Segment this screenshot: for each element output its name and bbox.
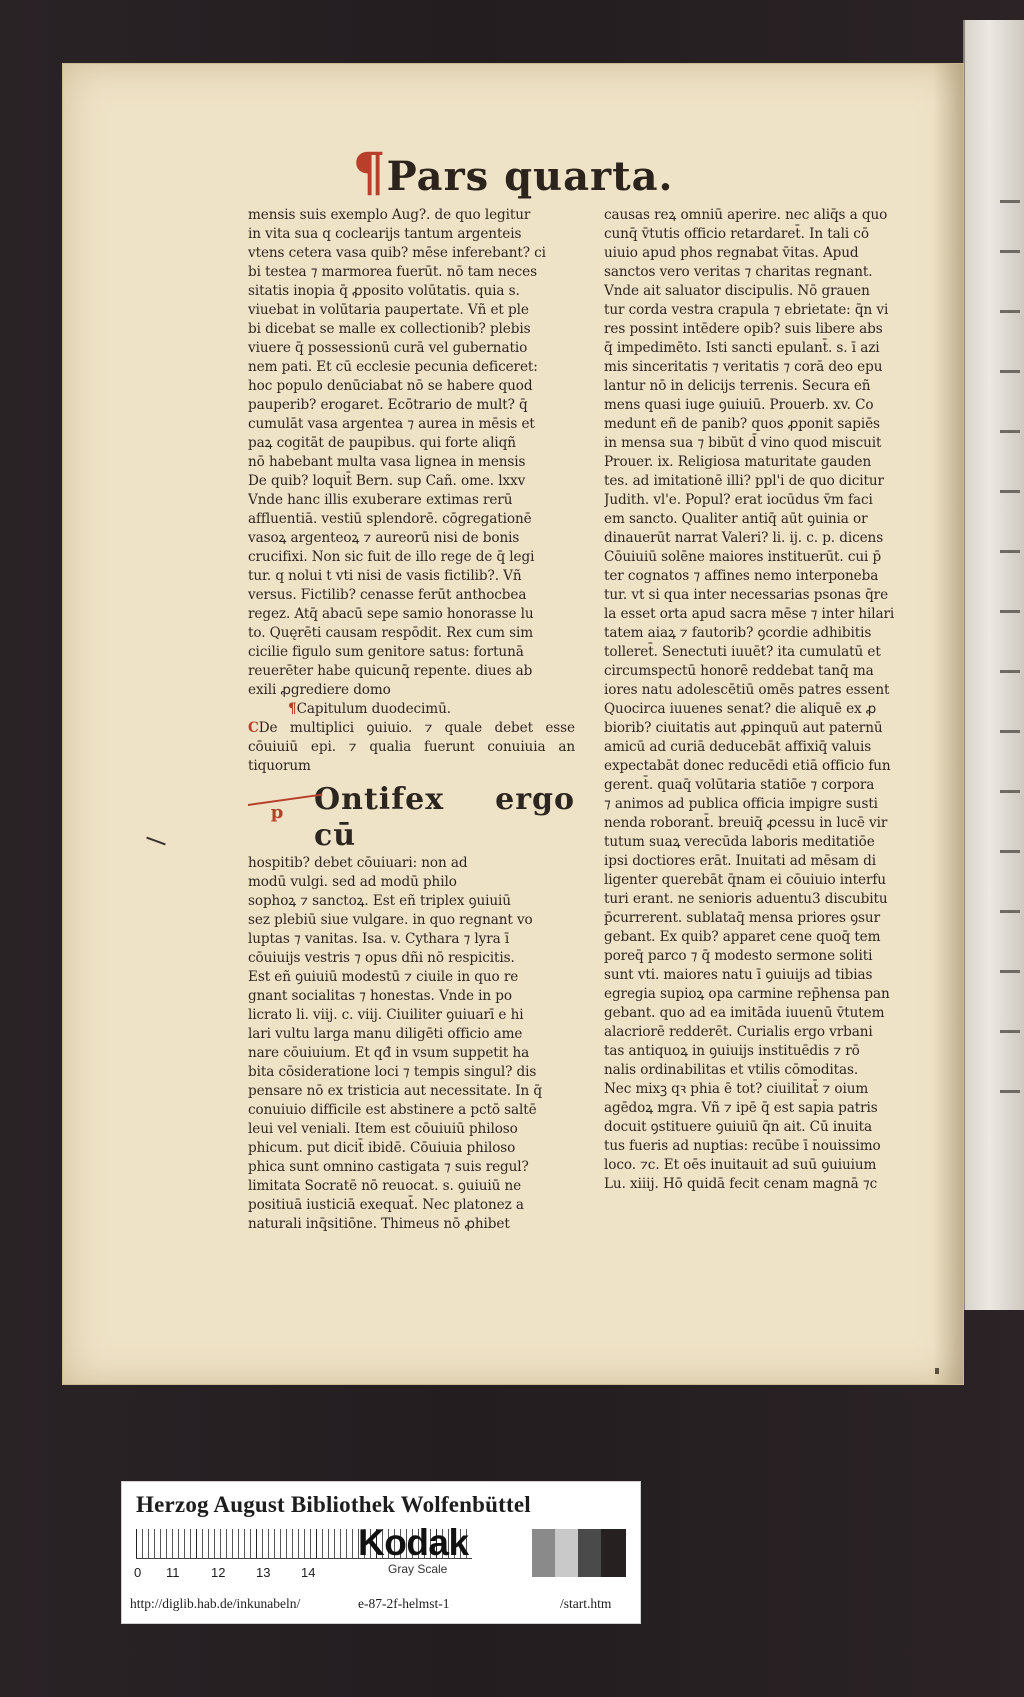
text-line: hospitib? debet cōuiuari: non ad bbox=[248, 855, 468, 871]
text-line: tutum suaꝝ verecūda laboris meditatiōe bbox=[604, 834, 875, 850]
text-line: tes. ad imitationē illi? ppl'i de quo dicitur bbox=[604, 473, 884, 489]
text-line: ter cognatos ⁊ affines nemo interponeba bbox=[604, 568, 879, 584]
color-target-card bbox=[121, 1481, 641, 1624]
text-line: Est eñ ꝯuiuiū modestū ⁊ ciuile in quo re bbox=[248, 969, 519, 985]
text-line: res possint intēdere opib? suis libere abs bbox=[604, 321, 883, 337]
text-line: circumspectū honorē reddebat tanq̄ ma bbox=[604, 663, 874, 679]
text-line: sophoꝝ ⁊ sanctoꝝ. Est eñ triplex ꝯuiuiū bbox=[248, 893, 511, 909]
text-line: crucifixi. Non sic fuit de illo rege de q̄ legi bbox=[248, 549, 535, 565]
initial-letter: p bbox=[270, 802, 284, 823]
text-line: nalis ordinabilitas et vtilis cōmoditas. bbox=[604, 1062, 859, 1078]
text-line: gerent̄. quaq̄ volūtaria statiōe ⁊ corpora bbox=[604, 777, 875, 793]
text-line: gebant. quo ad ea imitāda iuuenū v̄tutem bbox=[604, 1005, 885, 1021]
text-line: agēdoꝝ mgra. Vñ ⁊ ipē q̄ est sapia patris bbox=[604, 1100, 878, 1116]
text-line: Vnde ait saluator discipulis. Nō grauen bbox=[604, 283, 870, 299]
text-line: sez plebiū siue vulgare. in quo regnant vo bbox=[248, 912, 533, 928]
ink-speck bbox=[935, 1368, 939, 1374]
kodak-brand: Kodak bbox=[358, 1522, 469, 1563]
text-line: loco. ⁊c. Et oēs inuitauit ad suū ꝯuiuium bbox=[604, 1157, 877, 1173]
text-line: turi erant. ne senioris aduentu3 discubitu bbox=[604, 891, 888, 907]
text-line: vasoꝝ argenteoꝝ ⁊ aureorū nisi de bonis bbox=[248, 530, 520, 546]
text-line: em sancto. Qualiter antiq̄ aūt ꝯuinia or bbox=[604, 511, 868, 527]
text-line: nō habebant multa vasa lignea in mensis bbox=[248, 454, 526, 470]
text-line: licrato li. viij. c. viij. Ciuiliter ꝯuiuarī e hi bbox=[248, 1007, 524, 1023]
text-line: regez. Atq̄ abacū sepe samio honorasse lu bbox=[248, 606, 534, 622]
text-line: cōuiuijs vestris ⁊ opus dñi nō respicitis. bbox=[248, 950, 515, 966]
text-line: docuit ꝯstituere ꝯuiuiū q̄n ait. Cū inuita bbox=[604, 1119, 873, 1135]
text-line: tur. q nolui t vti nisi de vasis fictilib?. Vñ bbox=[248, 568, 522, 584]
text-line: Cōuiuiū solēne maiores instituerūt. cui p̄ bbox=[604, 549, 882, 565]
text-line: conuiuio difficile est abstinere a pctō saltē bbox=[248, 1102, 537, 1118]
text-line: p̄currerent. sublataq̄ mensa priores ꝯsur bbox=[604, 910, 880, 926]
url-base: http://diglib.hab.de/inkunabeln/ bbox=[130, 1596, 301, 1611]
text-line: naturali inq̄sitiōne. Thimeus nō ꝓhibet bbox=[248, 1216, 510, 1232]
text-line: nenda roborant̄. breuiq̄ ꝓcessu in lucē vir bbox=[604, 815, 888, 831]
library-name: Herzog August Bibliothek Wolfenbüttel bbox=[136, 1492, 531, 1517]
text-line: lari vultu larga manu diligēti officio ame bbox=[248, 1026, 523, 1042]
text-line: alacriorē redderēt. Curialis ergo vrbani bbox=[604, 1024, 873, 1040]
text-line: pensare nō ex tristicia aut necessitate. In q̄ bbox=[248, 1083, 542, 1099]
left-text-column bbox=[248, 206, 575, 1286]
page-heading: ¶Pars quarta. bbox=[352, 142, 674, 203]
text-line: dinauerūt narrat Valeri? li. ij. c. p. dicens bbox=[604, 530, 884, 546]
gray-swatches bbox=[532, 1529, 626, 1577]
text-line: De quib? loquit̄ Bern. sup Cañ. ome. lxxv bbox=[248, 473, 526, 489]
text-line: positiuā iusticiā exequat̄. Nec platonez a bbox=[248, 1197, 524, 1213]
text-line: bita cōsideratione loci ⁊ tempis singul? dis bbox=[248, 1064, 537, 1080]
url-end: /start.htm bbox=[560, 1596, 612, 1611]
text-line: expectabāt donec reducēdi etiā officio fun bbox=[604, 758, 891, 774]
chapter-description: CDe multiplici ꝯuiuio. ⁊ quale debet esse cōuiuiū epi. ⁊ qualia fuerunt conuiuia an tiquorum bbox=[248, 720, 575, 774]
text-line: amicū ad curiā deducebāt affixiq̄ valuis bbox=[604, 739, 872, 755]
text-line: gebant. Ex quib? apparet cene quoq̄ tem bbox=[604, 929, 881, 945]
text-line: cumulāt vasa argentea ⁊ aurea in mēsis et bbox=[248, 416, 535, 432]
text-line: in mensa sua ⁊ bibūt d̄ vino quod miscuit bbox=[604, 435, 882, 451]
text-line: paꝝ cogitāt de paupibus. qui forte aliqñ bbox=[248, 435, 516, 451]
rubric-paragraph-mark: ¶ bbox=[352, 142, 387, 203]
text-line: tas antiquoꝝ in ꝯuiuijs instituēdis ⁊ rō bbox=[604, 1043, 860, 1059]
text-line: cicilie figulo sum genitore satus: fortunā bbox=[248, 644, 524, 660]
text-line: ligenter querebāt q̄nam ei cōuiuio interfu bbox=[604, 872, 886, 888]
text-line: tolleret̄. Senectuti iuuēt? ita cumulatū et bbox=[604, 644, 881, 660]
text-line: cunq̄ v̄tutis officio retardaret̄. In tali cō bbox=[604, 226, 869, 242]
text-line: modū vulgi. sed ad modū philo bbox=[248, 874, 457, 890]
text-line: hoc populo denūciabat nō se habere quod bbox=[248, 378, 533, 394]
incipit-text: Ontifex ergo cū bbox=[314, 782, 575, 853]
text-line: vtens cetera vasa quib? mēse inferebant? ci bbox=[248, 245, 546, 261]
chapter-incipit bbox=[248, 782, 575, 1234]
text-line: ipsi doctiores erāt. Inuitati ad mēsam di bbox=[604, 853, 877, 869]
text-line: to. Quęrēti causam respōdit. Rex cum sim bbox=[248, 625, 534, 641]
text-line: medunt eñ de panib? quos ꝓponit sapiēs bbox=[604, 416, 880, 432]
text-line: ⁊ animos ad publica officia impigre susti bbox=[604, 796, 878, 812]
text-line: sanctos vero veritas ⁊ charitas regnant. bbox=[604, 264, 873, 280]
text-line: in vita sua q coclearijs tantum argenteis bbox=[248, 226, 522, 242]
ruler-number: 14 bbox=[301, 1565, 316, 1580]
text-line: affluentiā. vestiū splendorē. cōgregationē bbox=[248, 511, 532, 527]
text-line: luptas ⁊ vanitas. Isa. v. Cythara ⁊ lyra ī bbox=[248, 931, 510, 947]
text-line: viuebat in volūtaria paupertate. Vñ et ple bbox=[248, 302, 529, 318]
text-line: leui vel veniali. Item est cōuiuiū philoso bbox=[248, 1121, 518, 1137]
text-line: egregia supioꝝ opa carmine rep̄hensa pan bbox=[604, 986, 890, 1002]
text-line: tatem aiaꝝ ⁊ fautorib? ꝯcordie adhibitis bbox=[604, 625, 872, 641]
chapter-heading: ¶Capitulum duodecimū. bbox=[288, 701, 451, 717]
ruler-number: 12 bbox=[211, 1565, 226, 1580]
right-text-column bbox=[604, 206, 931, 1286]
text-line: limitata Socratē nō reuocat. s. ꝯuiuiū ne bbox=[248, 1178, 522, 1194]
text-line: Vnde hanc illis exuberare extimas rerū bbox=[248, 492, 513, 508]
text-line: Quocirca iuuenes senat? die aliquē ex ꝓ bbox=[604, 701, 877, 717]
text-line: causas reꝝ omniū aperire. nec aliq̄s a quo bbox=[604, 207, 888, 223]
gray-scale-label: Gray Scale bbox=[388, 1562, 448, 1576]
text-line: Nec mixꝫ qꝛ phia ē tot? ciuilitat̄ ⁊ oium bbox=[604, 1081, 869, 1097]
text-line: q̄ impedimēto. Isti sancti epulant̄. s. ī azi bbox=[604, 340, 880, 356]
text-line: nare cōuiuium. Et qđ in vsum suppetit ha bbox=[248, 1045, 530, 1061]
text-line: poreq̄ parco ⁊ q̄ modesto sermone soliti bbox=[604, 948, 873, 964]
text-line: mens quasi iuge ꝯuiuiū. Prouerb. xv. Co bbox=[604, 397, 874, 413]
text-line: uiuio apud phos regnabat v̄itas. Apud bbox=[604, 245, 859, 261]
text-line: Lu. xiiij. Hō quidā fecit cenam magnā ⁊c bbox=[604, 1176, 878, 1192]
text-line: reuerēter habe quicunq̄ repente. diues ab bbox=[248, 663, 533, 679]
text-line: nem pati. Et cū ecclesie pecunia deficeret: bbox=[248, 359, 538, 375]
text-line: versus. Fictilib? cenasse ferūt anthocbea bbox=[248, 587, 527, 603]
text-line: exili ꝓgrediere domo bbox=[248, 682, 391, 698]
ruler-number: 11 bbox=[166, 1565, 180, 1580]
text-line: mensis suis exemplo Aug?. de quo legitur bbox=[248, 207, 531, 223]
adjacent-page-edge bbox=[963, 20, 1024, 1310]
text-line: la esset orta apud sacra mēse ⁊ inter hilari bbox=[604, 606, 895, 622]
text-line: gnant socialitas ⁊ honestas. Vnde in po bbox=[248, 988, 512, 1004]
text-line: pauperib? erogaret. Ecōtrario de mult? q̄ bbox=[248, 397, 528, 413]
text-line: sitatis inopia q̄ ꝓposito volūtatis. quia s. bbox=[248, 283, 520, 299]
text-line: phica sunt omnino castigata ⁊ suis regul? bbox=[248, 1159, 529, 1175]
url-id: e-87-2f-helmst-1 bbox=[358, 1596, 450, 1611]
text-line: sunt vti. maiores natu ī ꝯuiuijs ad tibias bbox=[604, 967, 873, 983]
text-line: tus fueris ad nuptias: recūbe ī nouissimo bbox=[604, 1138, 881, 1154]
text-line: viuere q̄ possessionū curā vel gubernatio bbox=[248, 340, 528, 356]
text-line: mis sinceritatis ⁊ veritatis ⁊ corā deo epu bbox=[604, 359, 883, 375]
ruler-number: 0 bbox=[134, 1565, 142, 1580]
text-line: biorib? ciuitatis aut ꝓpinquū aut paternū bbox=[604, 720, 883, 736]
manuscript-page bbox=[63, 64, 963, 1384]
text-line: tur corda vestra crapula ⁊ ebrietate: q̄n vi bbox=[604, 302, 889, 318]
text-line: Judith. vl'e. Popul? erat iocūdus v̄m faci bbox=[604, 492, 873, 508]
text-line: lantur nō in delicijs terrenis. Secura eñ bbox=[604, 378, 871, 394]
text-line: bi testea ⁊ marmorea fuerūt. nō tam neces bbox=[248, 264, 537, 280]
text-line: tur. vt si qua inter necessarias psonas q̄re bbox=[604, 587, 889, 603]
text-line: phicum. put dicit̄ ibidē. Cōuiuia philoso bbox=[248, 1140, 516, 1156]
text-line: iores natu adolescētiū omēs patres essent bbox=[604, 682, 890, 698]
ruler-number: 13 bbox=[256, 1565, 271, 1580]
text-line: Prouer. ix. Religiosa maturitate gauden bbox=[604, 454, 872, 470]
text-line: bi dicebat se malle ex collectionib? plebis bbox=[248, 321, 531, 337]
